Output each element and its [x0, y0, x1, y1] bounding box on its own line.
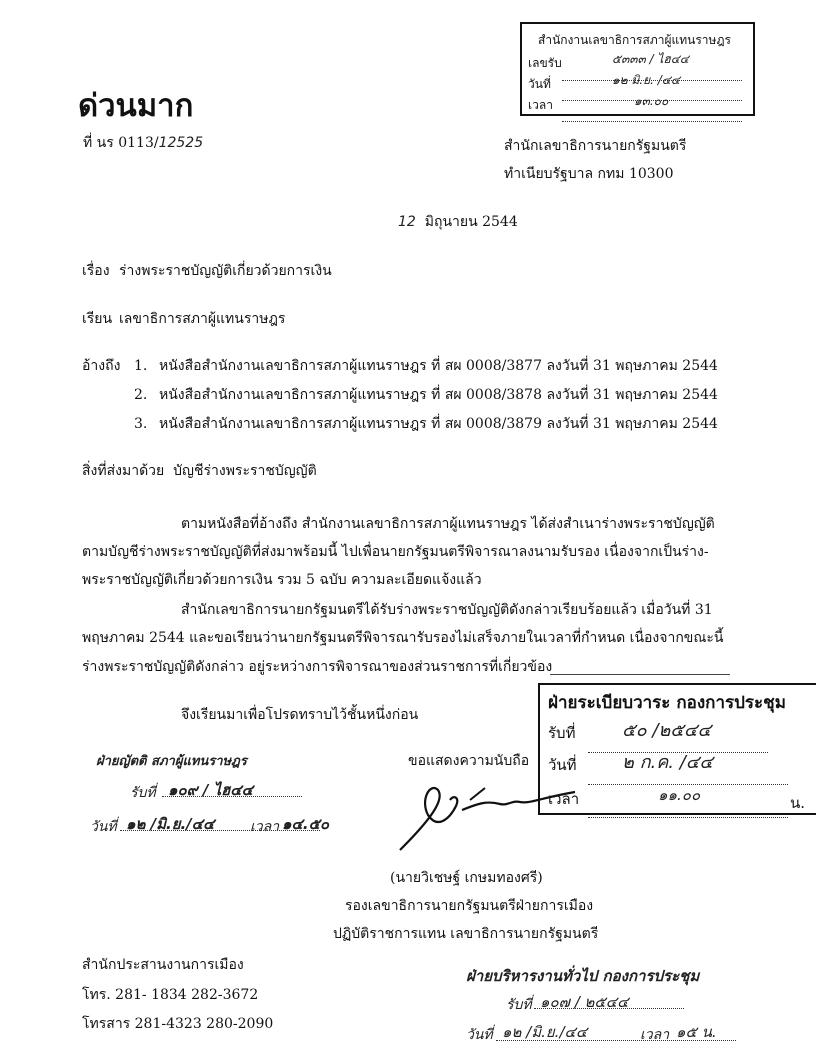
ref-1-num: 1. [134, 358, 148, 374]
stamp-left-time-value: ๑๔.๕๐ [282, 815, 330, 833]
ref-hand: 12525 [158, 135, 204, 151]
signer-position-1: รองเลขาธิการนายกรัฐมนตรีฝ่ายการเมือง [345, 898, 594, 914]
stamp-reg-time-label: เวลา [548, 790, 580, 808]
reference-number [83, 135, 203, 151]
date-day: 12 [398, 214, 416, 230]
stamp-top-time-value: ๑๓.๐๐ [634, 94, 669, 108]
stamp-reg-date-label: วันที่ [548, 756, 577, 774]
stamp-left-recv-value: ๑๐๙ / ไฮ๔๔ [168, 781, 253, 799]
sender-line1: สำนักเลขาธิการนายกรัฐมนตรี [504, 138, 687, 154]
underline-mark [550, 674, 730, 675]
closing-request: จึงเรียนมาเพื่อโปรดทราบไว้ชั้นหนึ่งก่อน [181, 707, 419, 723]
motions-stamp [90, 750, 330, 845]
stamp-left-date-value: ๑๒ /มิ.ย./๔๔ [126, 815, 215, 833]
stamp-top-date-label: วันที่ [528, 77, 551, 91]
stamp-left-recv-label: รับที่ [130, 785, 156, 801]
to-label: เรียน [82, 311, 113, 327]
stamp-left-time-label: เวลา [250, 819, 280, 835]
stamp-admin-date-label: วันที่ [466, 1027, 493, 1043]
ref-3-text: หนังสือสำนักงานเลขาธิการสภาผู้แทนราษฎร ที่ สผ 0008/3879 ลงวันที่ 31 พฤษภาคม 2544 [159, 416, 718, 432]
ref-1-text: หนังสือสำนักงานเลขาธิการสภาผู้แทนราษฎร ที่ สผ 0008/3877 ลงวันที่ 31 พฤษภาคม 2544 [159, 358, 718, 374]
body-p1-line1: ตามหนังสือที่อ้างถึง สำนักงานเลขาธิการสภาผู้แทนราษฎร ได้ส่งสำเนาร่างพระราชบัญญัติ [181, 516, 715, 532]
receipt-stamp-top [520, 22, 755, 116]
ref-prefix: ที่ นร 0113/ [83, 135, 159, 151]
to-text: เลขาธิการสภาผู้แทนราษฎร [119, 311, 286, 327]
stamp-admin-recv-value: ๑๐๗ / ๒๕๔๔ [540, 993, 629, 1011]
stamp-left-title: ฝ่ายญัตติ สภาผู้แทนราษฎร [96, 754, 247, 769]
stamp-left-date-label: วันที่ [90, 819, 117, 835]
refs-label: อ้างถึง [82, 358, 121, 374]
stamp-top-title: สำนักงานเลขาธิการสภาผู้แทนราษฎร [538, 33, 731, 47]
admin-stamp [466, 964, 756, 1057]
enclosure [82, 463, 317, 479]
stamp-reg-date-value: ๒ ก.ค. /๔๔ [622, 752, 714, 773]
stamp-admin-time-value: ๑๕ น. [676, 1023, 717, 1041]
stamp-top-recv-value: ๕๓๓๓ / ไฮ๔๔ [612, 52, 689, 66]
contact-office: สำนักประสานงานการเมือง [82, 957, 244, 973]
stamp-top-recv-label: เลขรับ [528, 56, 562, 70]
contact-fax: โทรสาร 281-4323 280-2090 [82, 1016, 274, 1032]
stamp-reg-title: ฝ่ายระเบียบวาระ กองการประชุม [548, 693, 786, 713]
ref-2-text: หนังสือสำนักงานเลขาธิการสภาผู้แทนราษฎร ที่ สผ 0008/3878 ลงวันที่ 31 พฤษภาคม 2544 [159, 387, 718, 403]
date-month-year: มิถุนายน 2544 [424, 214, 518, 230]
subject-label: เรื่อง [82, 263, 110, 279]
stamp-admin-title: ฝ่ายบริหารงานทั่วไป กองการประชุม [466, 967, 700, 985]
signature [390, 770, 590, 860]
stamp-reg-time-unit: น. [790, 794, 806, 812]
body-p1-line2: ตามบัญชีร่างพระราชบัญญัติที่ส่งมาพร้อมนี้ ไปเพื่อนายกรัฐมนตรีพิจารณาลงนามรับรอง เนื่องจากเป็นร่าง- [82, 544, 709, 560]
body-p2-line2: พฤษภาคม 2544 และขอเรียนว่านายกรัฐมนตรีพิจารณารับรองไม่เสร็จภายในเวลาที่กำหนด เนื่องจากขณะนี้ [82, 630, 724, 646]
stamp-admin-recv-label: รับที่ [506, 997, 532, 1013]
stamp-top-date-value: ๑๒ มิ.ย. /๔๔ [612, 73, 680, 87]
body-p2-line3: ร่างพระราชบัญญัติดังกล่าว อยู่ระหว่างการพิจารณาของส่วนราชการที่เกี่ยวข้อง [82, 659, 553, 675]
stamp-reg-time-value: ๑๑.๐๐ [658, 786, 701, 804]
body-p2-line1: สำนักเลขาธิการนายกรัฐมนตรีได้รับร่างพระราชบัญญัติดังกล่าวเรียบร้อยแล้ว เมื่อวันที่ 31 [181, 602, 713, 618]
stamp-reg-recv-label: รับที่ [548, 724, 576, 742]
signer-position-2: ปฏิบัติราชการแทน เลขาธิการนายกรัฐมนตรี [333, 926, 599, 942]
sender-line2: ทำเนียบรัฐบาล กทม 10300 [504, 166, 674, 182]
enclosure-label: สิ่งที่ส่งมาด้วย [82, 463, 165, 479]
letter-date [398, 214, 518, 230]
ref-2-num: 2. [134, 387, 148, 403]
contact-tel: โทร. 281- 1834 282-3672 [82, 987, 259, 1003]
signer-name: (นายวิเชษฐ์ เกษมทองศรี) [390, 870, 543, 886]
closing: ขอแสดงความนับถือ [408, 753, 530, 769]
ref-3-num: 3. [134, 416, 148, 432]
stamp-admin-time-label: เวลา [640, 1027, 670, 1043]
stamp-top-time-label: เวลา [528, 98, 553, 112]
urgent-heading: ด่วนมาก [78, 88, 194, 124]
subject-text: ร่างพระราชบัญญัติเกี่ยวด้วยการเงิน [119, 263, 332, 279]
enclosure-text: บัญชีร่างพระราชบัญญัติ [173, 463, 317, 479]
body-p1-line3: พระราชบัญญัติเกี่ยวด้วยการเงิน รวม 5 ฉบับ ความละเอียดแจ้งแล้ว [82, 572, 482, 588]
stamp-reg-recv-value: ๕๐ /๒๕๔๔ [622, 720, 712, 741]
stamp-admin-date-value: ๑๒ /มิ.ย./๔๔ [502, 1023, 588, 1041]
